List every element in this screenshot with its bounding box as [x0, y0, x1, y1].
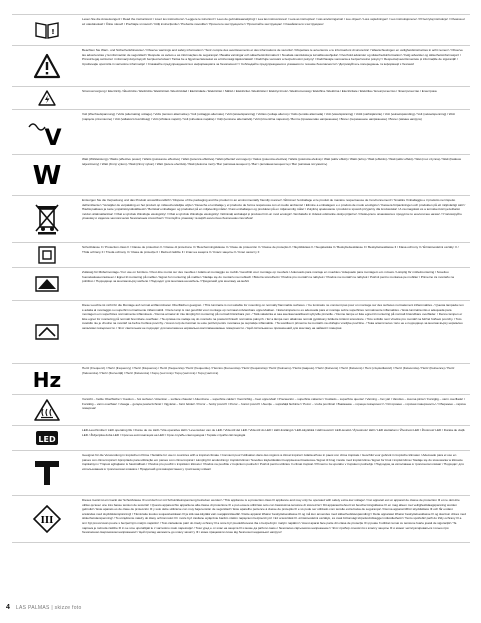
protection-class-icon: [12, 245, 82, 265]
book-warning-icon: [12, 17, 82, 43]
symbol-description: Watt (Wirkleistung) / Watts (effective power) / Watts (puissance effective) / Watt (potenza effettiva) / Watt (effectief vermogen) / Vatios (potencia efectiva) / Watts (potência efetiva) / Watt (aktiv effekt) / Watti (teho) / Watt (effektiv) / Watt (aktiv effekt) / Wat (moc czynna) / Watt (hatásos teljesítmény) / Watt (činný výkon) / Watt (činný výkon) / Watt (putere efectivă) / Watt (delovna moč) / Ват (активна мощност) / Ватт (активная мощность) / Ват (активна потужність): [82, 157, 462, 166]
symbol-description: Diese Leuchte ist nicht für die Montage auf normal entflammbaren Oberflächen geeignet. / This luminaire is not suitable for mounting on normally flammable surfaces. / Ce luminaire ne convient pas pour un montage sur des surfaces normalement inflammables. / Questa lampada non è adatta al montaggio su superfici normalmente infiammabili. / Deze lamp is niet geschikt voor montage op normaal ontvlambare oppervlakken. / Esta lámpara no es adecuada para el montaje sobre superficies normalmente inflamables. / Esta luminária não é adequada para montagem em superfícies normalmente inflamáveis. / Denna armatur är inte lämplig för montering på normalt brännbara ytor. / Tätä valaisinta ei saa asentaa tavallisesti syttyville pinnoille. / Denne lampe er ikke egnet til montering på normalt brændbare overflader. / Denne lampen er ikke egnet for montering på normalt brennbare overflater. / Ta oprawa nie nadaje się do montażu na powierzchniach normalnie palnych. / Ez a lámpa nem alkalmas normál gyúlékony felületre történő szerelésre. / Toto svítidlo není vhodné pro montáž na běžně hořlavé povrchy. / Toto svietidlo nie je vhodné na montáž na bežne horľavé povrchy. / Acest corp de iluminat nu este potrivit pentru montarea pe suprafețe inflamabile. / Ta svetilka ni primerna za montažo na običajno vnetljive površine. / Това осветително тяло не е подходящо за монтаж върху нормално запалими повърхности. / Этот светильник не подходит для монтажа на нормально воспламеняемые поверхности. / Цей світильник не призначений для монтажу на займисті поверхні.: [82, 303, 464, 330]
symbol-row: [12, 45, 470, 86]
hot-surface-icon: [12, 397, 82, 423]
symbol-description: Geeignet für die Verwendung in tropischem Klima / Suitable for use in countries with a tropical climate / Convient pour l'utilisation dans des régions à climat tropical / Adatta all'uso in paesi con clima tropicale / Geschikt voor gebruik in tropische klimaten / Adecuado para el uso en países con clima tropical / Apropriado para utilização em países com clima tropical / Lämplig för användning i tropiskt klimat / Soveltuu käytettäväksi trooppisessa ilmastossa / Egnet til brug i lande med tropisk klima / Egnet for bruk i tropisk klima / Nadaje się do stosowania w klimacie tropikalnym / Trópusi éghajlaton is használható / Vhodné pro použití v tropickém klimatu / Vhodné na použitie v tropickom podnebí / Potrivit pentru utilizare în climat tropical / Primerno za uporabo v tropskem podnebju / Подходящ за използване в тропически климат / Подходит для использования в тропическом климате / Придатний для використання у тропічному кліматі: [82, 453, 464, 471]
symbol-description: Volt (Wechselspannung) / Volts (alternating voltage) / Volts (tension alternative) / Volt (voltaggio alternato) / Volt (wisselspanning) / Voltios (voltaje alterno) / Volts (tensão alternada) / Volt (växelspänning) / Voltit (vaihtojännite) / Volt (vekselspænding) / Volt (vekselspenning) / Wolt (napięcie przemienne) / Volt (váltakozó feszültség) / Volt (střídavé napětí) / Volt (striedavé napätie) / Volți (tensiune alternativă) / Volt (izmenična napetost) / Волта (променливо напрежение) / Вольт (переменное напряжение) / Вольт (змінна напруга): [82, 112, 455, 121]
page-number: 4: [6, 604, 10, 611]
footer-brand: LAS PALMAS | skizze foto: [15, 604, 82, 611]
class-iii-icon: [12, 498, 82, 540]
svg-text:LED: LED: [38, 435, 56, 444]
lightning-triangle-icon: [12, 89, 82, 107]
symbol-row: [12, 154, 470, 195]
svg-text:Hz: Hz: [32, 368, 62, 390]
svg-text:W: W: [32, 162, 62, 188]
symbol-row: [12, 267, 470, 300]
symbol-description: Beachten Sie Warn- und Sicherheitshinweise! / Observe warnings and safety information! / Tenir compte des avertissements et des informations de sécurité! / Rispettare le avvertenze e le informazioni di sicurezza! / Waarschuwingen en veiligheidsinstructies in acht nemen! / Observe las advertencias y la información de seguridad! / Respeite os avisos e as informações de segurança! / Beakta varningar och säkerhetsinformation! / Noudata varoituksia ja turvallisuusohjeita! / Overhold advarsler og sikkerhedsinformation! / Følg advarsler og sikkerhetsinformasjon! / Przestrzegaj ostrzeżeń i informacji dotyczących bezpieczeństwa! / Tartsa be a figyelmeztetéseket és a biztonsági tájékoztatást! / Dodržujte varování a bezpečnostní pokyny! / Dodržiavajte varovania a bezpečnostné pokyny! / Respectați avertismentele și informațiile de siguranță! / Upoštevajte opozorila in varnostne informacije! / Спазвайте предупрежденията и информацията за безопасност! / Соблюдайте предупреждения и указания по технике безопасности! / Дотримуйтесь попереджень та інформації з безпеки!: [82, 48, 463, 66]
page-footer: [6, 604, 82, 611]
svg-text:!: !: [51, 28, 55, 36]
t-bar-symbol: [12, 453, 82, 493]
symbol-description: Entsorgen Sie die Verpackung und das Produkt umweltfreundlich! / Dispose of the packaging and the product in an environmentally friendly manner! / Éliminez l'emballage et le produit de manière respectueuse de l'environnement! / Smaltire l'imballaggio e il prodotto nel rispetto dell'ambiente! / Verwijder de verpakking en het product op milieuvriendelijke wijze! / Deseche el embalaje y el producto de forma respetuosa con el medio ambiente! / Elimine a embalagem e o produto de modo ecológico! / Kassera förpackningen och produkten på ett miljövänligt sätt! / Hävitä pakkaus ja tuote ympäristöystävällisesti! / Bortskaf emballagen og produktet på en miljøvenlig måde! / Kast emballasjen og produktet på en miljøvennlig måte! / Zutylizuj opakowanie i produkt w sposób przyjazny dla środowiska! / A csomagolást és a terméket környezetbarát módon ártalmatlanítsa! / Obal a výrobek zlikvidujte ekologicky! / Obal a výrobok zlikvidujte ekologicky! / Eliminați ambalajul și produsul într-un mod ecologic! / Embalažo in izdelek odstranite okolju prijazno! / Изхвърлете опаковката и продукта по екологичен начин! / Утилизируйте упаковку и изделие экологически безопасным способом! / Утилізуйте упаковку та виріб екологічно безпечним способом!: [82, 198, 466, 221]
symbol-row: [12, 109, 470, 154]
hertz-symbol: [12, 366, 82, 392]
symbol-row: [12, 425, 470, 450]
watt-symbol: [12, 157, 82, 193]
symbol-row: [12, 300, 470, 363]
symbol-row: [12, 363, 470, 394]
symbol-row: [12, 495, 470, 543]
symbol-description: Zulässig für Möbelmontage / For use on furniture / Peut être monté sur des meubles / Adatto al montaggio su mobili / Geschikt voor montage op meubels / Adecuado para montaje en muebles / Adequado para montagem em móveis / Lämplig för möbelmontering / Soveltuu huonekaluasennukseen / Egnet til montering på møbler / Egnet for montering på møbler / Nadaje się do montażu na meblach / Bútorra szerelhető / Vhodné pro montáž na nábytek / Vhodné na montáž na nábytok / Potrivit pentru montarea pe mobilier / Primerno za montažo na pohištvo / Подходящо за монтаж върху мебели / Подходит для монтажа на мебель / Придатний для монтажу на меблі: [82, 270, 455, 284]
luminaire-symbol: [12, 303, 82, 361]
symbol-legend: [12, 14, 470, 543]
svg-text:V: V: [44, 126, 62, 147]
svg-text:III: III: [40, 516, 54, 526]
symbol-row: [12, 394, 470, 425]
symbol-row: [12, 14, 470, 45]
symbol-description: LED-Leuchtmittel / LED operating life / Durée de vie LED / Vita operativa LED / Levensduur van de LED / Vida útil del LED / Vida útil do LED / LED-livslängd / LED-käyttöikä / LED-levetid / LED-levetid / Żywotność LED / LED élettartam / Životnost LED / Životnosť LED / Durata de viață LED / Življenjska doba LED / Срок на експлоатация на LED / Срок службы светодиодов / Термін служби світлодіодів: [82, 428, 465, 437]
symbol-description: Dieses Gerät ist ein Gerät der Schutzklasse III und darf nur mit Schutzkleinspannung betrieben werden! / This appliance is a protection class III appliance and may only be operated with safety extra-low voltage! / Cet appareil est un appareil de classe de protection III et ne doit être utilisé qu'avec une très basse tension de sécurité! / Questo apparecchio appartiene alla classe di protezione III e può essere utilizzato solo con bassissima tensione di sicurezza! / Dit apparaat behoort tot beschermingsklasse III en mag alleen met veiligheidslaagspanning worden gebruikt! / Este aparato es de clase de protección III y solo debe utilizarse con muy baja tensión de seguridad! / Este aparelho pertence à classe de proteção III e só pode ser utilizado com tensão extra baixa de segurança! / Denna apparat tillhör skyddsklass III och får endast användas med skyddsklenspänning! / Tämä laite kuuluu suojausluokkaan III ja sitä saa käyttää vain suojajännitteellä! / Dette apparat tilhører beskyttelsesklasse III og må kun anvendes med sikkerhedslavspænding! / Dette apparatet tilhører beskyttelsesklasse III og skal kun drives med sikkerhetslavspenning! / To urządzenie należy do klasy ochronności III i może być zasilane wyłącznie bardzo niskim napięciem bezpiecznym! / Ez a készülék III. érintésvédelmi osztályú, és csak biztonsági törpefeszültséggel működtethető! / Tento spotřebič patří do třídy ochrany III a smí být provozován pouze s bezpečným malým napětím! / Toto zariadenie patrí do triedy ochrany III a smie byť prevádzkované iba s bezpečným malým napätím! / Acest aparat face parte din clasa de protecție III și poate fi utilizat numai cu tensiune foarte joasă de siguranță! / Ta naprava je razreda zaščite III in se sme uporabljati le z varnostno malo napetostjo! / Този уред е от клас на защита III и може да работи само с безопасно свръхниско напрежение! / Этот прибор относится к классу защиты III и может эксплуатироваться только при безопасном сверхнизком напряжении! / Цей прилад належить до класу захисту III і може працювати лише від безпечної наднизької напруги!: [82, 498, 466, 535]
symbol-description: Vorsicht – heiße Oberfläche! / Caution – hot surface! / Attention – surface chaude! / Attenzione – superficie calda! / Voorzichtig – heet oppervlak! / Precaución – superficie caliente! / Cuidado – superfície quente! / Varning – het yta! / Varoitus – kuuma pinta! / Forsigtig – varm overflade! / Forsiktig – varm overflate! / Uwaga – gorąca powierzchnia! / Vigyázat – forró felület! / Pozor – horký povrch! / Pozor – horúci povrch! / Atenție – suprafață fierbinte! / Pozor – vroča površina! / Внимание – гореща повърхност! / Осторожно – горячая поверхность! / Обережно – гаряча поверхня!: [82, 397, 466, 411]
symbol-row: [12, 86, 470, 109]
volt-symbol: [12, 112, 82, 152]
warning-triangle-icon: [12, 48, 82, 84]
symbol-row: [12, 195, 470, 242]
symbol-row: [12, 450, 470, 495]
led-symbol: [12, 428, 82, 448]
symbol-description: Lesen Sie die Anweisungen! / Read the instructions! / Lisez les instructions! / Leggere le istruzioni! / Lees de gebruiksaanwijzing! / Lea las instrucciones! / Leia as instruções! / Läs anvisningarna! / Lue ohjeet! / Læs vejledningen! / Les instruksjonene! / Przeczytaj instrukcje! / Olvassa el az utasításokat! / Čtěte návod! / Prečítajte si návod! / Citiți instrucțiunile! / Preberite navodila! / Прочетете инструкциите! / Прочитайте инструкцию! / Ознайомтеся з інструкцією!: [82, 17, 465, 26]
symbol-description: Schutzklasse II / Protection class II / Classe de protection II / Classe di protezione II / Beschermingsklasse II / Clase de protección II / Classe de proteção II / Skyddsklass II / Suojaluokka II / Beskyttelsesklasse II / Beskyttelsesklasse II / Klasa ochrony II / Érintésvédelmi osztály: II / Třída ochrany II / Trieda ochrany II / Clasa de protecție II / Razred zaščite II / Клас на защита II / Класс защиты II / Клас захисту II: [82, 245, 459, 254]
symbol-row: [12, 242, 470, 267]
furniture-mounting-icon: [12, 270, 82, 298]
recycle-bin-icon: [12, 198, 82, 240]
symbol-description: Hertz (Frequenz) / Hertz (frequency) / Hertz (fréquence) / Hertz (frequenza) / Hertz (frequentie) / Hercios (frecuencia) / Hertz (frequência) / Hertz (frekvens) / Hertsi (taajuus) / Hertz (frekvens) / Hertz (frekvens) / Herc (częstotliwość) / Hertz (frekvencia) / Hertz (frekvence) / Hertz (frekvencia) / Hertz (frecvență) / Hertz (frekvenca) / Херц (честота) / Герц (частота) / Герц (частота): [82, 366, 455, 375]
symbol-description: Stromversorgung / Electricity / Électricité / Elettricità / Elektriciteit / Electricidad / Eletricidade / Elektricitet / Sähkö / Elektricitet / Elektrisitet / Elektryczność / Elektromosság / Elektřina / Elektrina / Electricitate / Elektrika / Електричество / Электричество / Електрика: [82, 89, 437, 93]
